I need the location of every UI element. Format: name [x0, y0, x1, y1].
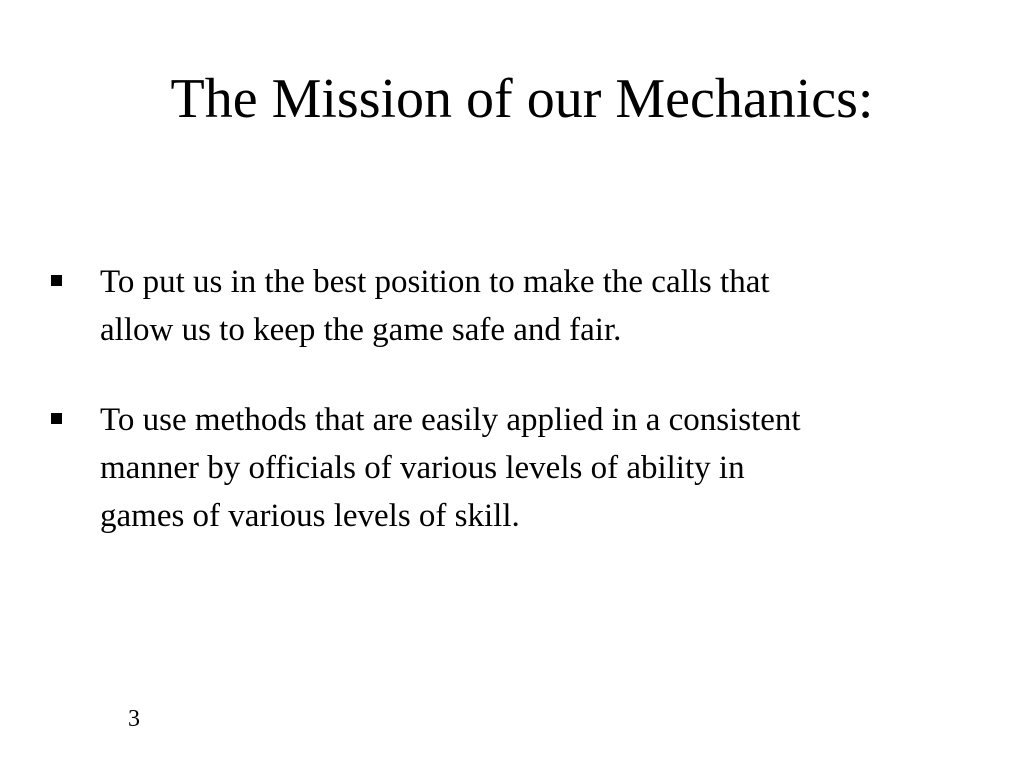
bullet-text: [100, 258, 980, 354]
square-bullet-icon: [51, 413, 62, 424]
bullet-text-line: To put us in the best position to make the calls that: [100, 264, 770, 300]
bullet-text-line: games of various levels of skill.: [100, 498, 520, 534]
bullet-text: [100, 396, 980, 540]
bullet-text-line: manner by officials of various levels of ability in: [100, 450, 745, 486]
slide-title: The Mission of our Mechanics:: [170, 68, 874, 130]
square-bullet-icon: [51, 275, 62, 286]
bullet-text-line: allow us to keep the game safe and fair.: [100, 312, 622, 348]
slide-number: 3: [128, 706, 140, 732]
bullet-text-line: To use methods that are easily applied in a consistent: [100, 402, 801, 438]
